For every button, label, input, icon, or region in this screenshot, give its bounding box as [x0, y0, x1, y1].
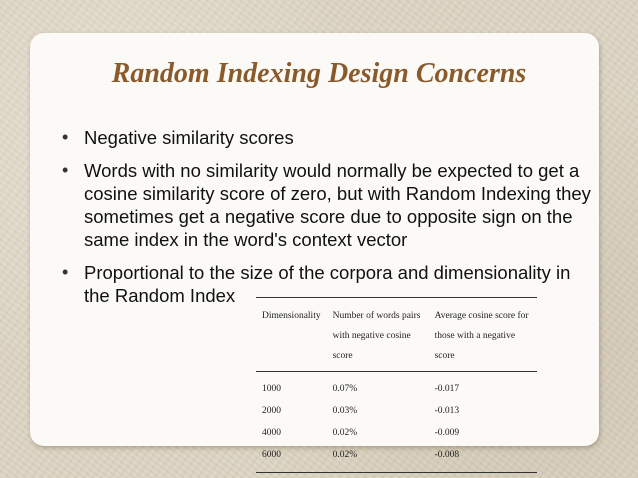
bullet-dot-icon: •	[62, 127, 69, 147]
table-cell: 0.02%	[332, 450, 358, 460]
header-average-score	[429, 298, 537, 372]
bullet-list	[62, 126, 592, 317]
header-dimensionality	[256, 298, 327, 372]
bullet-dot-icon: •	[62, 160, 69, 180]
table-header-row	[256, 298, 537, 372]
table-cell: -0.009	[434, 428, 460, 438]
header-line: Dimensionality	[262, 311, 321, 321]
bullet-text: Proportional to the size of the corpora and dimensionality in the Random Index	[84, 262, 571, 306]
table-cell: 0.02%	[332, 428, 358, 438]
bullet-text: Negative similarity scores	[84, 127, 294, 148]
table-cell: -0.017	[434, 384, 460, 394]
table-cell: -0.013	[434, 406, 460, 416]
table-cell: 0.07%	[332, 384, 358, 394]
table-cell: -0.008	[434, 450, 460, 460]
table-cell: 1000	[262, 384, 281, 394]
table-cell: 4000	[262, 428, 281, 438]
header-line: Average cosine score for	[434, 311, 529, 321]
table-row	[256, 444, 537, 473]
table-cell: 6000	[262, 450, 281, 460]
table-cell: 2000	[262, 406, 281, 416]
table-row	[256, 372, 537, 401]
bullet-item	[62, 126, 592, 149]
header-line: Number of words pairs	[332, 311, 421, 321]
header-line: with negative cosine score	[332, 331, 411, 361]
slide-title: Random Indexing Design Concerns	[111, 58, 527, 89]
header-word-pairs	[327, 298, 429, 372]
bullet-text: Words with no similarity would normally be expected to get a cosine similarity score of zero, but with Random Indexing they sometimes get a negative score due to opposite sign on the same index in the word's context vector	[84, 160, 591, 250]
results-table	[256, 297, 537, 473]
bullet-dot-icon: •	[62, 262, 69, 282]
table-cell: 0.03%	[332, 406, 358, 416]
bullet-item	[62, 159, 592, 251]
table-row	[256, 400, 537, 422]
header-line: those with a negative score	[434, 331, 516, 361]
table-row	[256, 422, 537, 444]
